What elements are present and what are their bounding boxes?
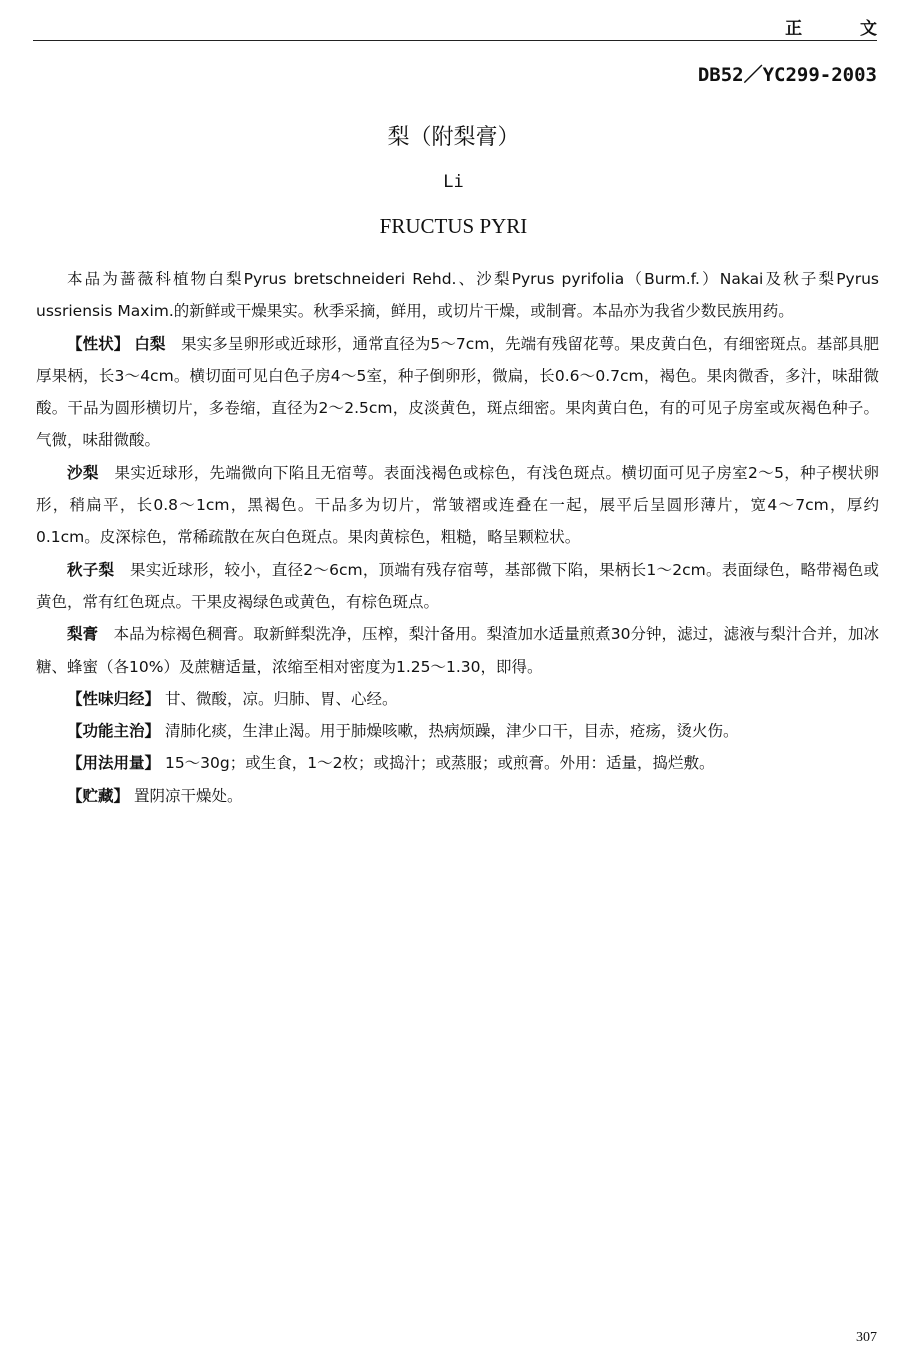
shali-paragraph [36,457,879,554]
usage-text: 15～30g；或生食，1～2枚；或捣汁；或蒸服；或煎膏。外用：适量，捣烂敷。 [164,754,715,773]
usage-label: 【用法用量】 [67,754,161,773]
standard-number: DB52／YC299-2003 [697,64,877,86]
taste-paragraph [36,683,879,715]
qiuzili-paragraph [36,554,879,619]
shali-text: 果实近球形，先端微向下陷且无宿萼。表面浅褐色或棕色，有浅色斑点。横切面可见子房室2～5，种子楔状卵形，稍扁平，长0.8～1cm，黑褐色。干品多为切片，常皱褶或连叠在一起，展平后呈圆形薄片，宽4～7cm，厚约0.1cm。皮深棕色，常稀疏散在灰白色斑点。果肉黄棕色，粗糙，略呈颗粒状。 [36,463,879,547]
character-paragraph [36,328,879,457]
storage-label: 【贮藏】 [67,786,130,805]
intro-text: 本品为蔷薇科植物白梨Pyrus bretschneideri Rehd.、沙梨Pyrus pyrifolia（Burm.f.）Nakai及秋子梨Pyrus ussriensis Maxim.的新鲜或干燥果实。秋季采摘，鲜用，或切片干燥，或制膏。本品亦为我省少数民族用药。 [36,270,879,321]
character-label: 【性状】 [67,334,130,353]
usage-paragraph [36,747,879,779]
qiuzili-text: 果实近球形，较小，直径2～6cm，顶端有残存宿萼，基部微下陷，果柄长1～2cm。表面绿色，略带褐色或黄色，常有红色斑点。干果皮褐绿色或黄色，有棕色斑点。 [36,560,879,611]
baili-label: 白梨 [134,334,166,353]
shali-label: 沙梨 [67,463,99,482]
ligao-text: 本品为棕褐色稠膏。取新鲜梨洗净，压榨，梨汁备用。梨渣加水适量煎煮30分钟，滤过，滤液与梨汁合并，加冰糖、蜂蜜（各10%）及蔗糖适量，浓缩至相对密度为1.25～1.30，即得。 [36,625,879,676]
qiuzili-label: 秋子梨 [67,560,115,579]
intro-paragraph [36,263,879,328]
monograph-title: 梨（附梨膏） [387,125,520,150]
taste-label: 【性味归经】 [67,689,161,708]
function-paragraph [36,715,879,747]
storage-text: 置阴凉干燥处。 [133,786,243,805]
running-header-section: 正 文 [785,19,903,39]
ligao-paragraph [36,618,879,683]
page-number: 307 [856,1330,877,1345]
function-text: 清肺化痰，生津止渴。用于肺燥咳嗽，热病烦躁，津少口干，目赤，疮疡，烫火伤。 [164,722,739,741]
character-text: 果实多呈卵形或近球形，通常直径为5～7cm，先端有残留花萼。果皮黄白色，有细密斑点。基部具肥厚果柄，长3～4cm。横切面可见白色子房4～5室，种子倒卵形，微扁，长0.6～0.7cm，褐色。果肉微香，多汁，味甜微酸。干品为圆形横切片，多卷缩，直径为2～2.5cm，皮淡黄色，斑点细密。果肉黄白色，有的可见子房室或灰褐色种子。气微，味甜微酸。 [36,334,879,450]
function-label: 【功能主治】 [67,722,161,741]
monograph-pinyin: Li [443,172,464,192]
header-rule [33,40,877,41]
storage-paragraph [36,780,879,812]
monograph-latin-name: FRUCTUS PYRI [379,214,528,238]
ligao-label: 梨膏 [67,625,99,644]
monograph-body [36,263,879,812]
taste-text: 甘、微酸，凉。归肺、胃、心经。 [164,689,398,708]
